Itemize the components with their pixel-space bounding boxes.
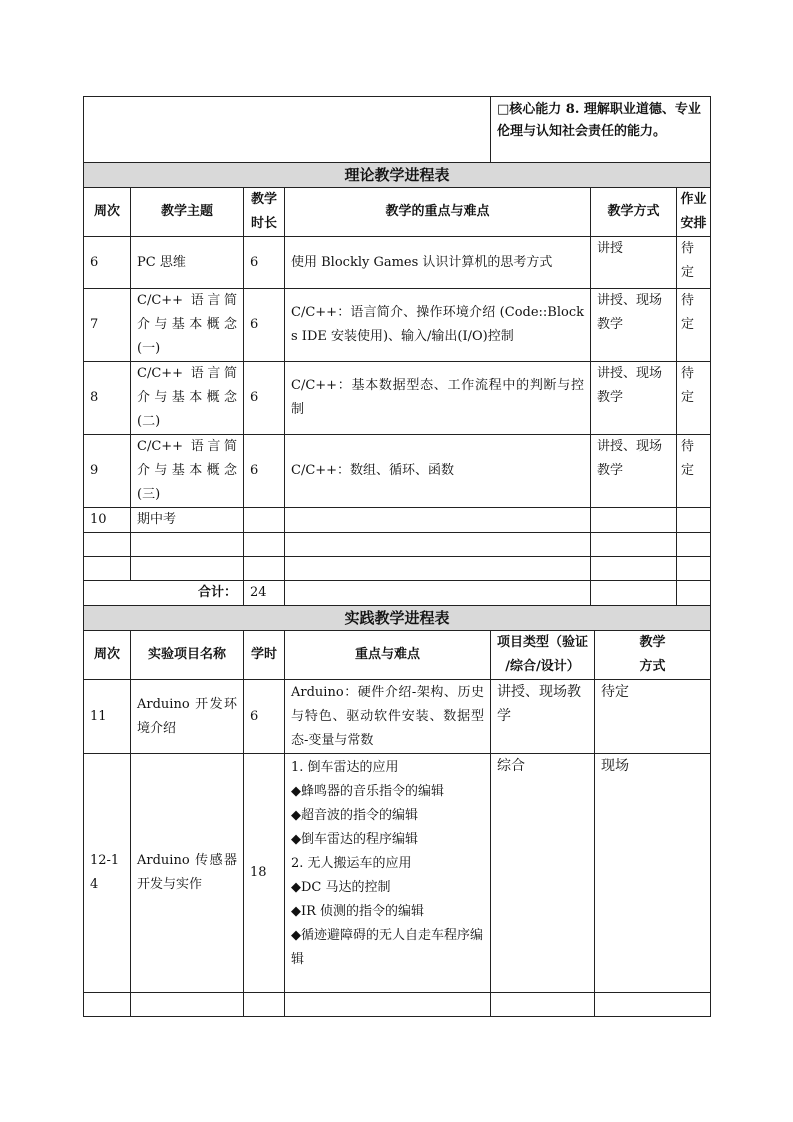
theory-title: 理论教学进程表 <box>84 163 711 188</box>
topic-cell: C/C++ 语言简介与基本概念(三) <box>131 435 244 508</box>
week-cell: 7 <box>84 289 131 362</box>
practice-title: 实践教学进程表 <box>84 606 711 631</box>
hours-cell: 6 <box>244 435 285 508</box>
table-row <box>84 680 711 754</box>
focus-cell: C/C++：基本数据型态、工作流程中的判断与控制 <box>285 362 591 435</box>
hours-cell <box>244 508 285 533</box>
topic-cell: C/C++ 语言简介与基本概念(一) <box>131 289 244 362</box>
table-row <box>84 533 711 557</box>
week-cell <box>84 557 131 581</box>
table-row <box>84 435 711 508</box>
focus-item: ◆超音波的指令的编辑 <box>291 808 418 823</box>
hours-cell: 6 <box>244 237 285 289</box>
project-type-line1: 项目类型（验证 <box>496 635 588 650</box>
focus-item: 2. 无人搬运车的应用 <box>291 856 412 871</box>
header-method <box>595 631 711 680</box>
focus-cell <box>285 508 591 533</box>
focus-cell <box>285 533 591 557</box>
method-cell <box>591 533 677 557</box>
homework-cell: 待定 <box>677 289 711 362</box>
empty-cell <box>591 581 677 606</box>
table-row <box>84 289 711 362</box>
header-project-type <box>491 631 595 680</box>
homework-cell: 待定 <box>677 237 711 289</box>
total-label: 合计： <box>84 581 244 606</box>
method-cell: 讲授、现场教学 <box>591 289 677 362</box>
header-project: 实验项目名称 <box>131 631 244 680</box>
core-ability-table <box>83 96 711 163</box>
focus-item: ◆循迹避障碍的无人自走车程序编辑 <box>291 928 483 967</box>
header-hours: 教学时长 <box>244 188 285 237</box>
method-cell: 讲授、现场教学 <box>591 435 677 508</box>
focus-cell <box>285 754 491 993</box>
hours-cell: 6 <box>244 289 285 362</box>
topic-cell: 期中考 <box>131 508 244 533</box>
header-topic: 教学主题 <box>131 188 244 237</box>
header-homework: 作业安排 <box>677 188 711 237</box>
table-row <box>84 237 711 289</box>
week-cell <box>84 533 131 557</box>
method-cell <box>591 557 677 581</box>
blank-cell <box>84 97 491 163</box>
hours-cell: 6 <box>244 680 285 754</box>
focus-cell: C/C++：数组、循环、函数 <box>285 435 591 508</box>
total-value: 24 <box>244 581 285 606</box>
empty-cell <box>491 993 595 1017</box>
focus-item: ◆IR 侦测的指令的编辑 <box>291 904 425 919</box>
table-row <box>84 508 711 533</box>
header-focus: 教学的重点与难点 <box>285 188 591 237</box>
method-cell <box>591 508 677 533</box>
empty-cell <box>595 993 711 1017</box>
theory-schedule-table <box>83 162 711 631</box>
topic-cell: PC 思维 <box>131 237 244 289</box>
practice-schedule-table <box>83 630 711 1017</box>
project-cell: Arduino 传感器开发与实作 <box>131 754 244 993</box>
project-type-cell: 综合 <box>491 754 595 993</box>
focus-cell: Arduino：硬件介绍-架构、历史与特色、驱动软件安装、数据型态-变量与常数 <box>285 680 491 754</box>
empty-cell <box>677 581 711 606</box>
table-row <box>84 993 711 1017</box>
homework-cell <box>677 557 711 581</box>
method-line2: 方式 <box>639 659 666 674</box>
hours-cell: 6 <box>244 362 285 435</box>
hours-cell: 18 <box>244 754 285 993</box>
focus-cell: 使用 Blockly Games 认识计算机的思考方式 <box>285 237 591 289</box>
empty-cell <box>84 993 131 1017</box>
core-ability-text: □核心能力 8. 理解职业道德、专业伦理与认知社会责任的能力。 <box>491 97 711 163</box>
focus-cell: C/C++：语言简介、操作环境介绍 (Code::Blocks IDE 安装使用)、输入/输出(I/O)控制 <box>285 289 591 362</box>
empty-cell <box>244 993 285 1017</box>
method-line1: 教学 <box>639 635 666 650</box>
header-focus: 重点与难点 <box>285 631 491 680</box>
homework-cell <box>677 533 711 557</box>
header-method: 教学方式 <box>591 188 677 237</box>
project-type-cell: 讲授、现场教学 <box>491 680 595 754</box>
week-cell: 11 <box>84 680 131 754</box>
header-hours: 学时 <box>244 631 285 680</box>
header-week: 周次 <box>84 188 131 237</box>
empty-cell <box>285 993 491 1017</box>
focus-item: 1. 倒车雷达的应用 <box>291 760 399 775</box>
project-cell: Arduino 开发环境介绍 <box>131 680 244 754</box>
empty-cell <box>131 993 244 1017</box>
homework-cell: 待定 <box>677 435 711 508</box>
topic-cell: C/C++ 语言简介与基本概念(二) <box>131 362 244 435</box>
header-week: 周次 <box>84 631 131 680</box>
week-cell: 12-14 <box>84 754 131 993</box>
method-cell: 待定 <box>595 680 711 754</box>
week-cell: 10 <box>84 508 131 533</box>
focus-item: ◆DC 马达的控制 <box>291 880 391 895</box>
focus-item: ◆倒车雷达的程序编辑 <box>291 832 418 847</box>
table-row <box>84 557 711 581</box>
hours-cell <box>244 557 285 581</box>
empty-cell <box>285 581 591 606</box>
homework-cell <box>677 508 711 533</box>
syllabus-document <box>83 96 710 1017</box>
focus-item: ◆蜂鸣器的音乐指令的编辑 <box>291 784 444 799</box>
table-row <box>84 362 711 435</box>
project-type-line2: /综合/设计） <box>505 659 580 674</box>
method-cell: 现场 <box>595 754 711 993</box>
total-row <box>84 581 711 606</box>
focus-cell <box>285 557 591 581</box>
homework-cell: 待定 <box>677 362 711 435</box>
method-cell: 讲授、现场教学 <box>591 362 677 435</box>
week-cell: 8 <box>84 362 131 435</box>
method-cell: 讲授 <box>591 237 677 289</box>
week-cell: 9 <box>84 435 131 508</box>
week-cell: 6 <box>84 237 131 289</box>
hours-cell <box>244 533 285 557</box>
table-row <box>84 754 711 993</box>
topic-cell <box>131 533 244 557</box>
topic-cell <box>131 557 244 581</box>
